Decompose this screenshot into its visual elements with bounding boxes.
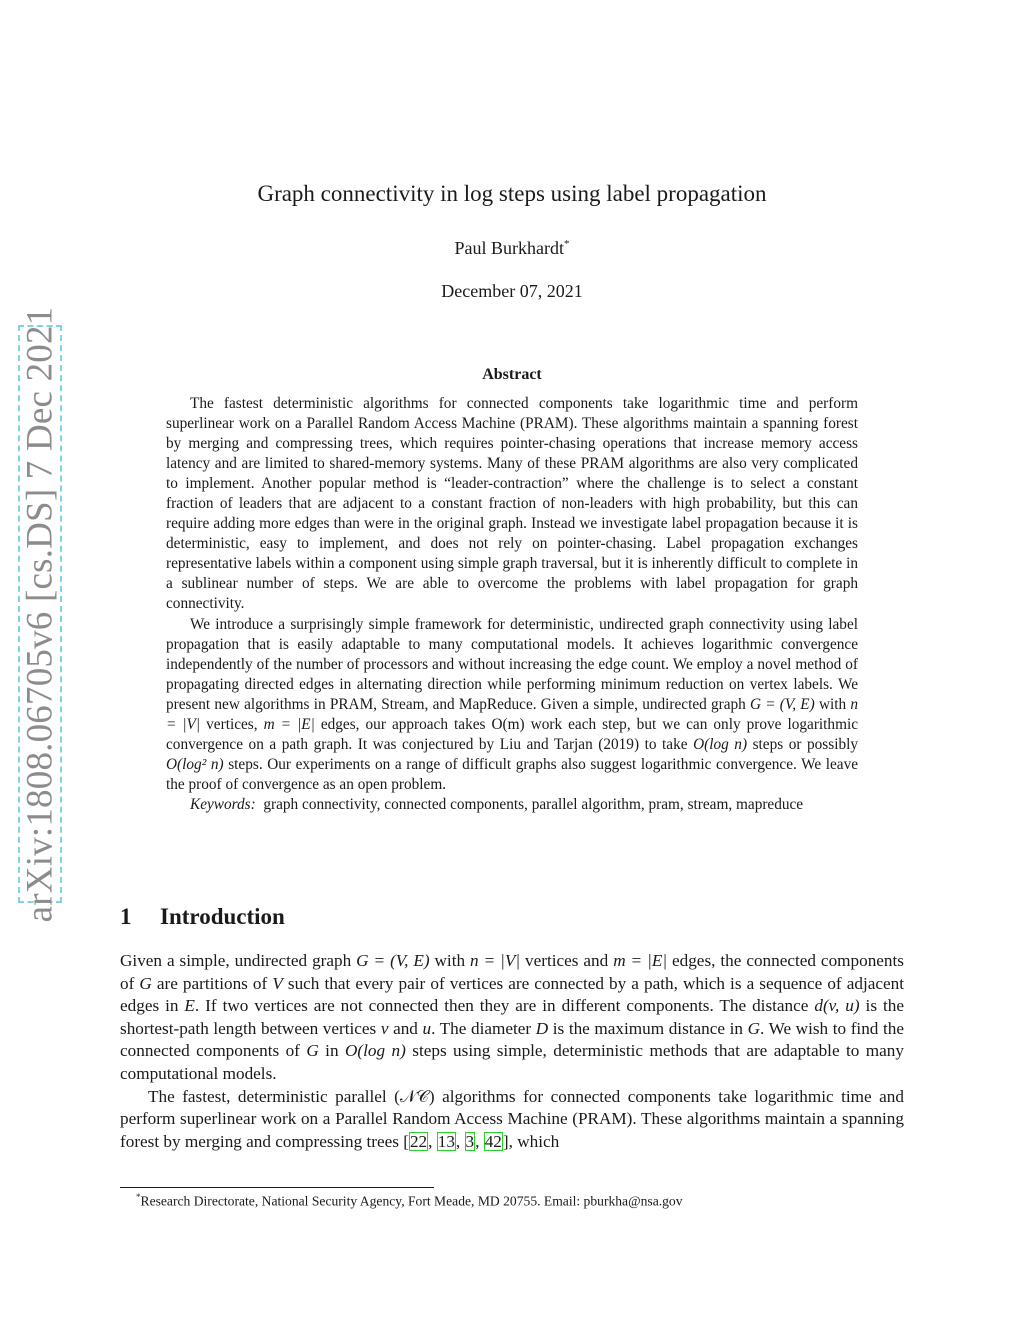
author-footnote-mark: * xyxy=(564,238,570,250)
arxiv-identifier: arXiv:1808.06705v6 [cs.DS] 7 Dec 2021 xyxy=(19,306,61,922)
abstract-heading: Abstract xyxy=(482,366,542,383)
footnote xyxy=(136,1192,683,1210)
author-line xyxy=(0,238,1024,259)
keywords-label: Keywords: xyxy=(190,795,256,813)
math-edge-count: m = |E| xyxy=(263,715,315,733)
citation-link[interactable]: 42 xyxy=(484,1131,502,1151)
footnote-mark: * xyxy=(136,1192,141,1202)
citation-link[interactable]: 13 xyxy=(437,1131,455,1151)
introduction-body xyxy=(120,950,904,1153)
section-heading xyxy=(120,904,285,930)
abstract-paragraph-1: The fastest deterministic algorithms for connected components take logarithmic time and perform superlinear work on a Parallel Random Access Machine (PRAM). These algorithms maintain a spanning forest by merging and compressing trees, which requires pointer-chasing operations that increase memory access latency and are limited to shared-memory systems. Many of these PRAM algorithms are also very complicated to implement. Another popular method is “leader-contraction” where the challenge is to select a constant fraction of leaders that are adjacent to a constant fraction of non-leaders with high probability, but this can require adding more edges than were in the original graph. Instead we investigate label propagation because it is deterministic, easy to implement, and does not rely on pointer-chasing. Label propagation exchanges representative labels within a component using simple graph traversal, but it is inherently difficult to complete in a sublinear number of steps. We are able to overcome the problems with label propagation for graph connectivity. xyxy=(166,395,858,613)
keywords-list: graph connectivity, connected components, parallel algorithm, pram, stream, mapreduce xyxy=(263,795,804,813)
math-graph: G = (V, E) xyxy=(750,695,815,713)
intro-paragraph-2: The fastest, deterministic parallel (𝒩𝒞) algorithms for connected components take logarithmic time and perform superlinear work on a Parallel Random Access Machine (PRAM). These algorithms maintain a spanning forest by merging and compressing trees [22, 13, 3, 42], which xyxy=(120,1086,904,1151)
section-number: 1 xyxy=(120,904,132,929)
intro-paragraph-1: Given a simple, undirected graph G = (V, E) with n = |V| vertices and m = |E| edges, the connected components of G are partitions of V such that every pair of vertices are connected by a path, which is a sequence of adjacent edges in E. If two vertices are not connected then they are in different components. The distance d(v, u) is the shortest-path length between vertices v and u. The diameter D is the maximum distance in G. We wish to find the connected components of G in O(log n) steps using simple, deterministic methods that are adaptable to many computational models. xyxy=(120,951,904,1083)
math-vertex-count: n = |V| xyxy=(166,695,858,733)
section-title: Introduction xyxy=(160,904,285,929)
nc-symbol: 𝒩𝒞 xyxy=(399,1086,429,1106)
author-name: Paul Burkhardt xyxy=(454,238,564,258)
footnote-rule xyxy=(120,1187,434,1188)
math-log-n: O(log n) xyxy=(693,735,748,753)
abstract-body xyxy=(166,394,858,815)
citation-link[interactable]: 3 xyxy=(465,1131,475,1151)
abstract-paragraph-2: We introduce a surprisingly simple framework for deterministic, undirected graph connectivity using label propagation that is easily adaptable to many computational models. It achieves logarithmic convergence independently of the number of processors and without increasing the edge count. We employ a novel method of propagating directed edges in alternating direction while performing minimum reduction on vertex labels. We present new algorithms in PRAM, Stream, and MapReduce. Given a simple, undirected graph G = (V, E) with n = |V| vertices, m = |E| edges, our approach takes O(m) work each step, but we can only prove logarithmic convergence on a path graph. It was conjectured by Liu and Tarjan (2019) to take O(log n) steps or possibly O(log² n) steps. Our experiments on a range of difficult graphs also suggest logarithmic convergence. We leave the proof of convergence as an open problem. xyxy=(166,615,859,793)
footnote-text: Research Directorate, National Security Agency, Fort Meade, MD 20755. Email: pburkha@nsa.gov xyxy=(140,1193,683,1209)
citation-link[interactable]: 22 xyxy=(409,1131,428,1151)
paper-date: December 07, 2021 xyxy=(441,281,583,301)
paper-title: Graph connectivity in log steps using label propagation xyxy=(257,181,767,206)
keywords xyxy=(166,795,858,815)
math-log2-n: O(log² n) xyxy=(166,755,224,773)
arxiv-stamp xyxy=(18,306,62,922)
